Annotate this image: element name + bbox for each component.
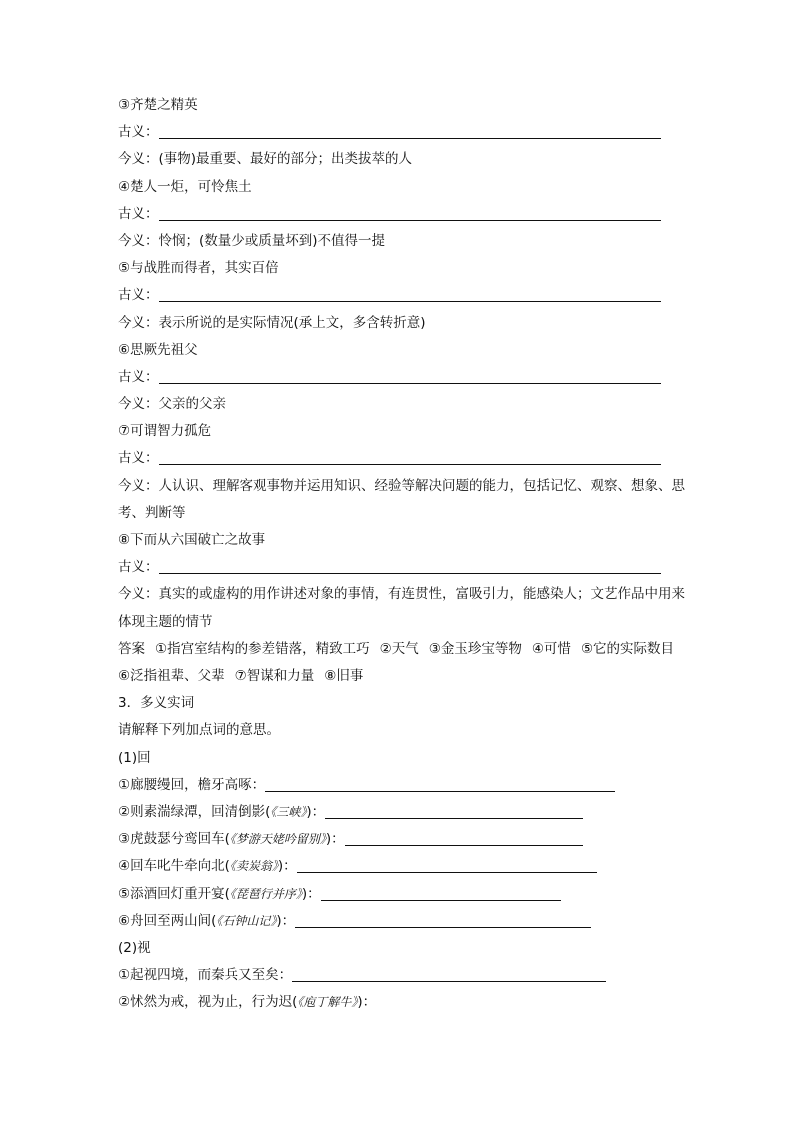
answer-blank[interactable] [292,967,606,982]
question-tail: )： [357,994,377,1011]
answer-block [118,636,688,690]
gu-yi-row [118,364,688,391]
answer-item: ③金玉珍宝等物 [428,640,522,657]
question-row [118,799,688,826]
answer-item: ④可惜 [531,640,571,657]
item-title: ⑧下而从六国破亡之故事 [118,532,266,549]
answer-item: ⑥泛指祖辈、父辈 [118,668,225,685]
question-text: ⑥舟回至两山间( [118,912,217,929]
group-label-shi: (2)视 [118,939,151,956]
gu-yi-label: 古义： [118,368,159,385]
question-text: ④回车叱牛牵向北( [118,858,230,875]
source-title: 《梦游天姥吟留别》 [229,832,326,847]
answer-item: ⑦智谋和力量 [234,668,315,685]
gu-yi-label: 古义： [118,287,159,304]
instruction-text: 请解释下列加点词的意思。 [118,722,280,739]
gu-yi-row [118,282,688,309]
question-text: ①起视四境，而秦兵又至矣： [118,967,293,984]
question-row [118,853,688,880]
question-tail: )： [306,803,326,820]
question-text: ①廊腰缦回，檐牙高啄： [118,776,266,793]
question-row [118,772,688,799]
answer-blank[interactable] [297,858,597,873]
answer-item: ②天气 [379,640,419,657]
question-row [118,908,688,935]
answer-blank[interactable] [159,369,661,384]
answer-blank[interactable] [325,804,583,819]
question-text: ②则素湍绿潭，回清倒影( [118,803,271,820]
jin-yi-text: 今义：人认识、理解客观事物并运用知识、经验等解决问题的能力，包括记忆、观察、想象、思考、判断等 [118,477,685,521]
gu-yi-row [118,201,688,228]
answer-item: ①指宫室结构的参差错落，精致工巧 [155,640,370,657]
answer-item: ⑤它的实际数目 [580,640,675,657]
jin-yi-text: 今义：真实的或虚构的用作讲述对象的事情，有连贯性，富吸引力，能感染人；文艺作品中用来体现主题的情节 [118,586,685,630]
question-tail: )： [301,885,321,902]
question-text: ③虎鼓瑟兮鸾回车( [118,831,230,848]
jin-yi-text: 今义：表示所说的是实际情况(承上文，多含转折意) [118,314,426,331]
question-row [118,881,688,908]
item-title: ③齐楚之精英 [118,97,198,113]
question-row [118,989,688,1016]
gu-yi-row [118,445,688,472]
answer-blank[interactable] [321,886,561,901]
item-title: ⑤与战胜而得者，其实百倍 [118,260,279,277]
jin-yi-text: 今义：父亲的父亲 [118,396,226,413]
source-title: 《三峡》 [270,804,307,819]
question-text: ②怵然为戒，视为止，行为迟( [118,994,298,1011]
answer-item: ⑧旧事 [324,668,364,685]
gu-yi-label: 古义： [118,559,159,576]
question-tail: )： [276,912,296,929]
answer-blank[interactable] [159,287,661,302]
answer-blank[interactable] [159,450,661,465]
source-title: 《琵琶行并序》 [229,886,302,901]
section-heading: 3．多义实词 [118,695,195,712]
source-title: 《石钟山记》 [216,913,277,928]
answer-blank[interactable] [159,124,661,139]
gu-yi-label: 古义： [118,205,159,222]
item-title: ④楚人一炬，可怜焦土 [118,178,252,195]
question-text: ⑤添酒回灯重开宴( [118,885,230,902]
source-title: 《卖炭翁》 [229,859,278,874]
group-label-hui: (1)回 [118,749,151,766]
gu-yi-row [118,554,688,581]
document-page [118,92,688,1016]
question-tail: )： [277,858,297,875]
gu-yi-row [118,119,688,146]
jin-yi-text: 今义：(事物)最重要、最好的部分；出类拔萃的人 [118,151,413,168]
answer-blank[interactable] [345,831,583,846]
gu-yi-label: 古义： [118,124,159,141]
source-title: 《庖丁解牛》 [297,995,358,1010]
question-tail: )： [325,831,345,848]
jin-yi-text: 今义：怜悯；(数量少或质量坏到)不值得一提 [118,232,386,249]
question-row [118,826,688,853]
gu-yi-label: 古义： [118,450,159,467]
answer-label: 答案 [118,640,145,657]
question-row [118,962,688,989]
answer-blank[interactable] [295,913,591,928]
item-title: ⑦可谓智力孤危 [118,423,212,440]
answer-blank[interactable] [159,206,661,221]
answer-blank[interactable] [265,777,615,792]
item-title: ⑥思厥先祖父 [118,341,198,358]
answer-blank[interactable] [159,559,661,574]
